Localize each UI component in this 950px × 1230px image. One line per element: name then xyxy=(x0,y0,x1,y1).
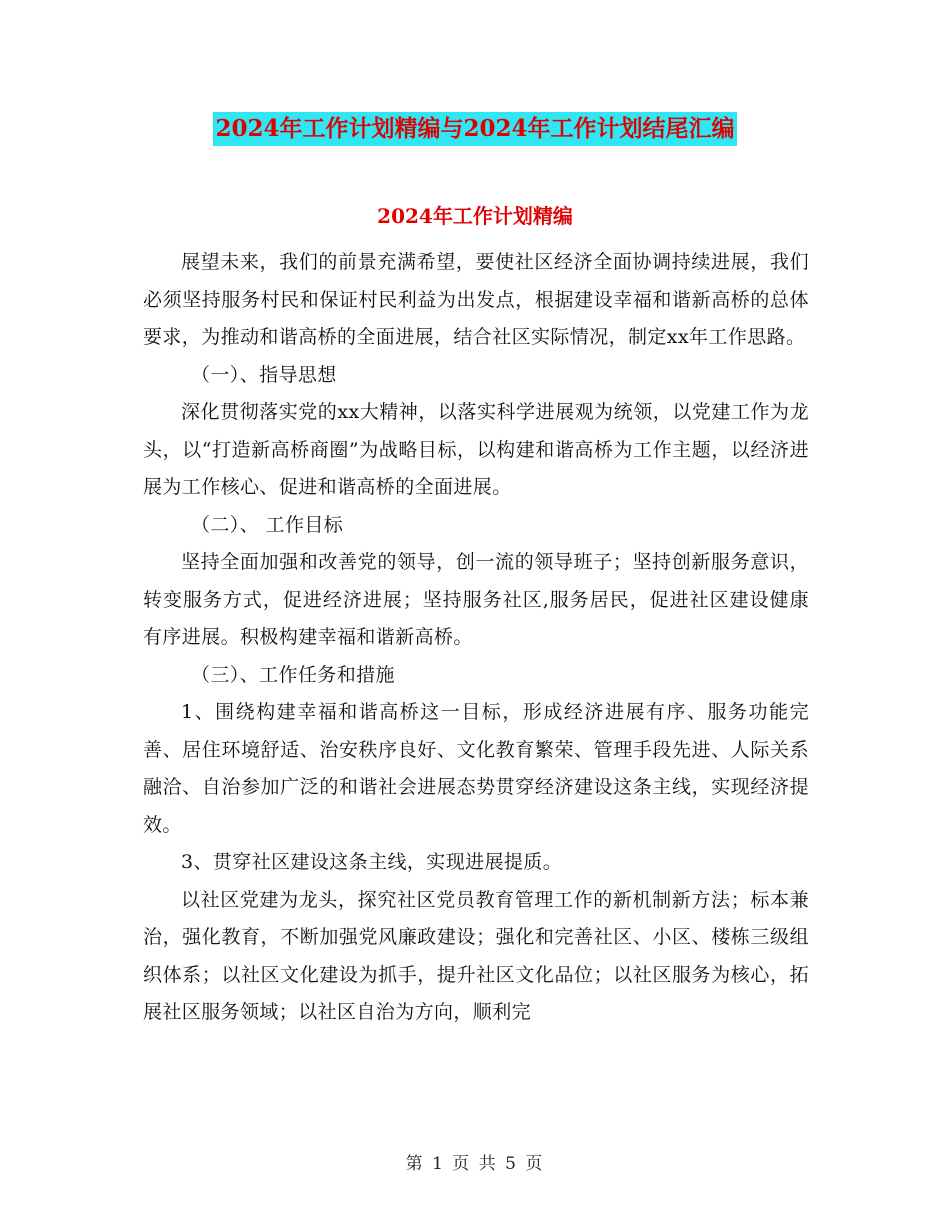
task-3-paragraph: 3、贯穿社区建设这条主线，实现进展提质。 xyxy=(181,851,563,873)
heading-tasks-measures: （三）、工作任务和措施 xyxy=(191,663,395,686)
goals-paragraph: 坚持全面加强和改善党的领导，创一流的领导班子；坚持创新服务意识，转变服务方式，促进经济进展；坚持服务社区,服务居民，促进社区建设健康有序进展。积极构建幸福和谐新高桥。 xyxy=(143,551,809,648)
page-number-footer: 第 1 页 共 5 页 xyxy=(405,1154,545,1174)
intro-paragraph: 展望未来，我们的前景充满希望，要使社区经济全面协调持续进展，我们必须坚持服务村民和保证村民利益为出发点，根据建设幸福和谐新高桥的总体要求，为推动和谐高桥的全面进展，结合社区实际情况，制定xx年工作思路。 xyxy=(143,251,809,348)
main-title: 2024年工作计划精编与2024年工作计划结尾汇编 xyxy=(213,112,736,146)
heading-work-goals: （二）、 工作目标 xyxy=(191,513,344,536)
document-body xyxy=(143,244,809,1032)
guiding-paragraph: 深化贯彻落实党的xx大精神，以落实科学进展观为统领，以党建工作为龙头，以“打造新高桥商圈”为战略目标，以构建和谐高桥为工作主题，以经济进展为工作核心、促进和谐高桥的全面进展。 xyxy=(143,401,809,498)
main-title-container xyxy=(0,112,950,146)
party-building-paragraph: 以社区党建为龙头，探究社区党员教育管理工作的新机制新方法；标本兼治，强化教育，不断加强党风廉政建设；强化和完善社区、小区、楼栋三级组织体系；以社区文化建设为抓手，提升社区文化品位；以社区服务为核心，拓展社区服务领域；以社区自治为方向，顺利完 xyxy=(143,888,809,1023)
section-title: 2024年工作计划精编 xyxy=(377,204,573,228)
heading-guiding-thought: （一）、指导思想 xyxy=(191,363,337,386)
task-1-paragraph: 1、围绕构建幸福和谐高桥这一目标，形成经济进展有序、服务功能完善、居住环境舒适、治安秩序良好、文化教育繁荣、管理手段先进、人际关系融洽、自治参加广泛的和谐社会进展态势贯穿经济建设这条主线，实现经济提效。 xyxy=(143,701,809,836)
